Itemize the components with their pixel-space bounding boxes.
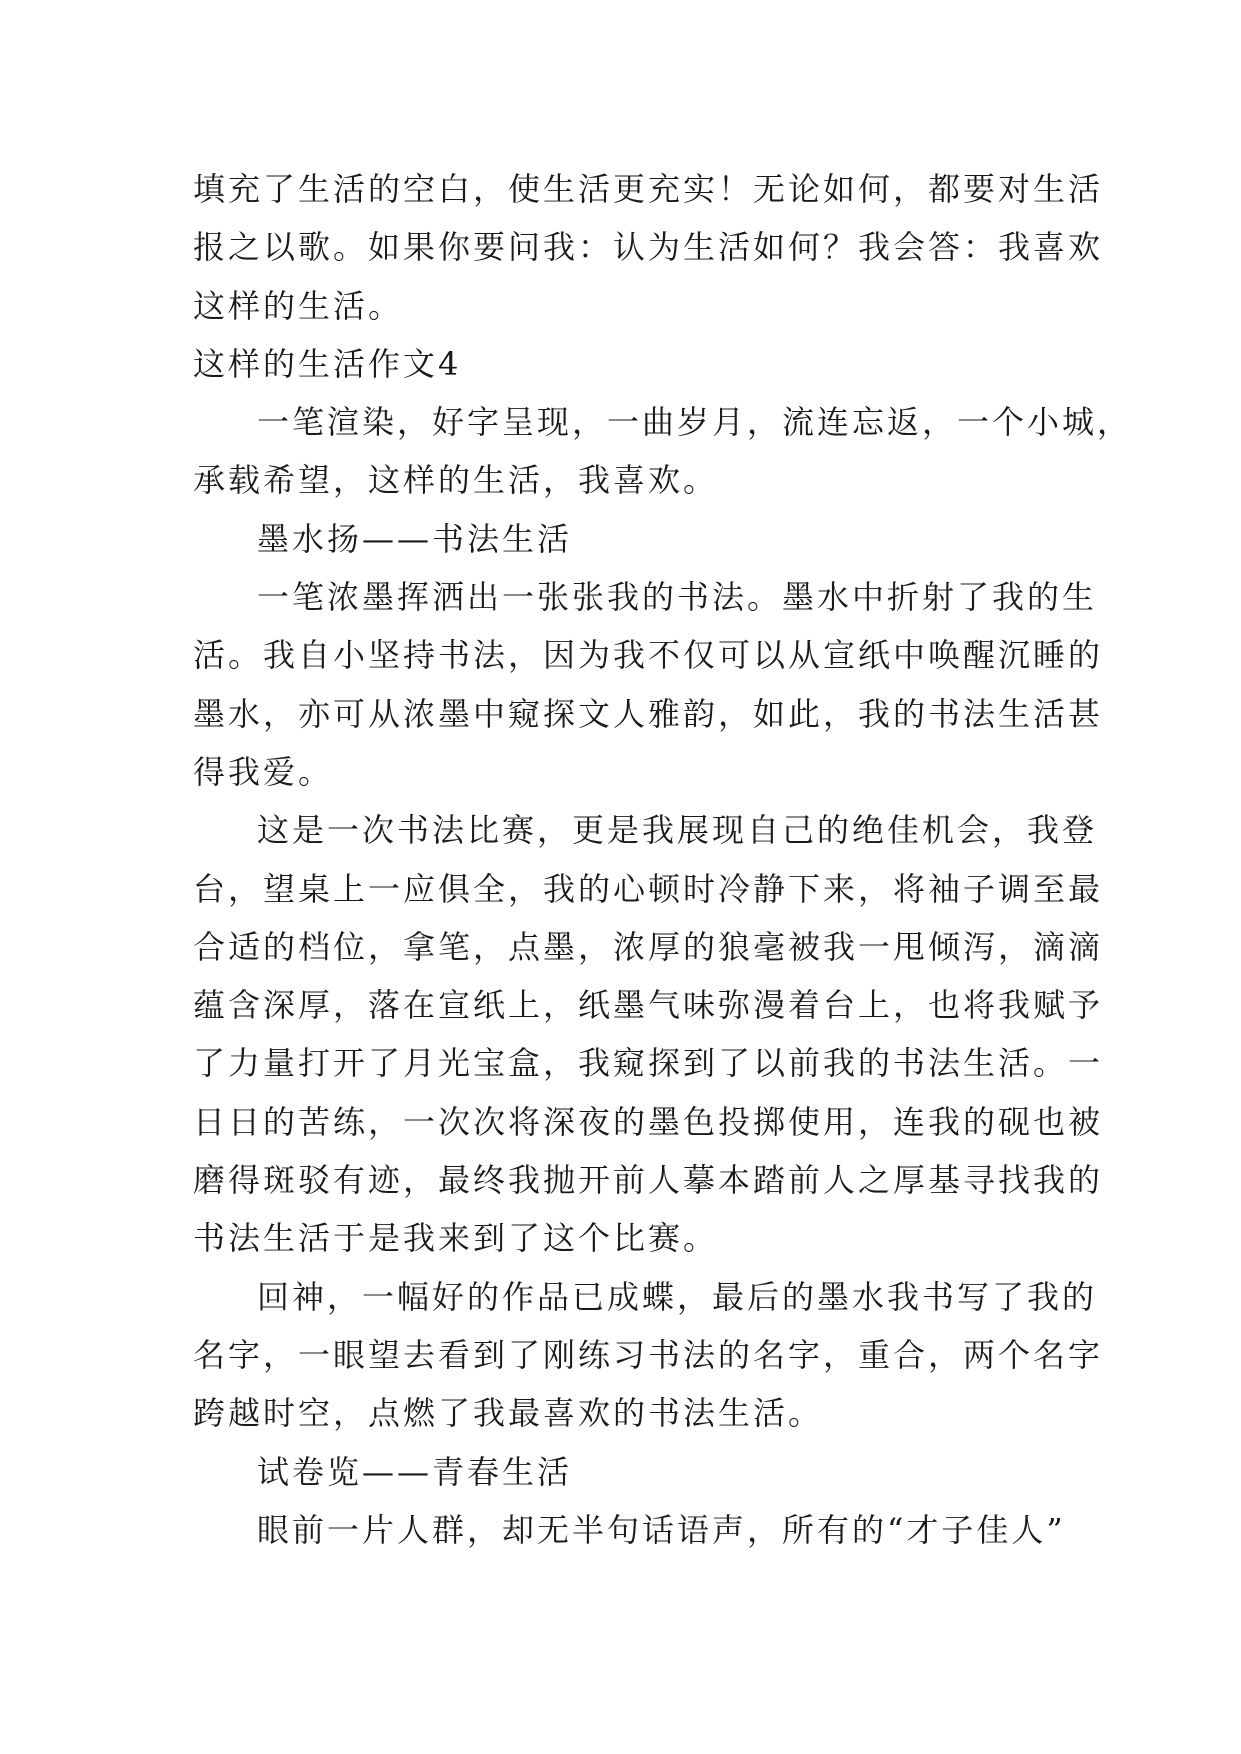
- text-line: 跨越时空，点燃了我最喜欢的书法生活。: [193, 1394, 824, 1433]
- text-line: 台，望桌上一应俱全，我的心顿时冷静下来，将袖子调至最: [193, 869, 1104, 908]
- text-line: 眼前一片人群，却无半句话语声，所有的“才子佳人”: [257, 1510, 1066, 1549]
- text-line: 书法生活于是我来到了这个比赛。: [193, 1219, 719, 1258]
- text-line: 这是一次书法比赛，更是我展现自己的绝佳机会，我登: [257, 811, 1098, 850]
- text-line: 得我爱。: [193, 752, 334, 791]
- text-line: 这样的生活。: [193, 286, 404, 325]
- document-page: [193, 160, 1133, 1559]
- text-line: 墨水，亦可从浓墨中窥探文人雅韵，如此，我的书法生活甚: [193, 694, 1104, 733]
- text-line: 活。我自小坚持书法，因为我不仅可以从宣纸中唤醒沉睡的: [193, 636, 1104, 675]
- section-heading: 这样的生活作文4: [193, 344, 462, 383]
- text-line: 合适的档位，拿笔，点墨，浓厚的狼毫被我一甩倾泻，滴滴: [193, 927, 1104, 966]
- text-line: 一笔渲染，好字呈现，一曲岁月，流连忘返，一个小城，: [257, 403, 1133, 442]
- text-line: 名字，一眼望去看到了刚练习书法的名字，重合，两个名字: [193, 1335, 1104, 1374]
- text-line: 了力量打开了月光宝盒，我窥探到了以前我的书法生活。一: [193, 1044, 1104, 1083]
- subsection-heading: 墨水扬——书法生活: [257, 519, 573, 558]
- text-line: 报之以歌。如果你要问我：认为生活如何？我会答：我喜欢: [193, 228, 1104, 267]
- text-line: 回神，一幅好的作品已成蝶，最后的墨水我书写了我的: [257, 1277, 1098, 1316]
- subsection-heading: 试卷览——青春生活: [257, 1452, 573, 1491]
- text-line: 填充了生活的空白，使生活更充实！无论如何，都要对生活: [193, 170, 1104, 208]
- text-line: 承载希望，这样的生活，我喜欢。: [193, 461, 719, 500]
- text-line: 一笔浓墨挥洒出一张张我的书法。墨水中折射了我的生: [257, 578, 1098, 617]
- text-line: 蕴含深厚，落在宣纸上，纸墨气味弥漫着台上，也将我赋予: [193, 986, 1104, 1025]
- text-line: 日日的苦练，一次次将深夜的墨色投掷使用，连我的砚也被: [193, 1102, 1104, 1141]
- text-line: 磨得斑驳有迹，最终我抛开前人摹本踏前人之厚基寻找我的: [193, 1161, 1104, 1200]
